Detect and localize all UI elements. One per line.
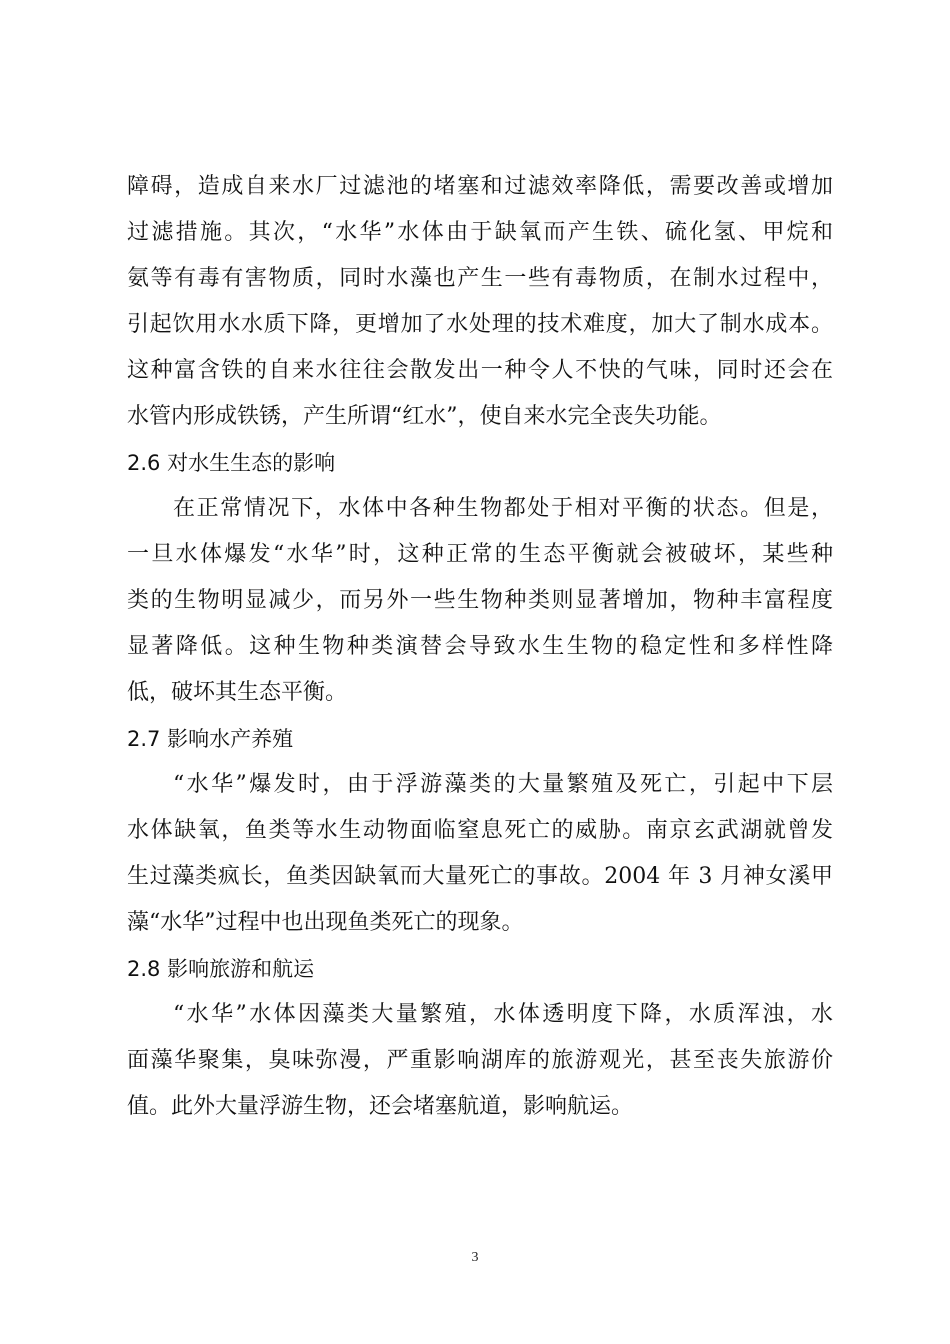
section-heading-2-8: 2.8 影响旅游和航运 [127, 957, 315, 981]
text-line: 障碍，造成自来水厂过滤池的堵塞和过滤效率降低，需要改善或增加 [127, 174, 833, 199]
text-line: 一旦水体爆发“水华”时，这种正常的生态平衡就会被破坏，某些种 [127, 542, 833, 567]
text-line: 面藻华聚集，臭味弥漫，严重影响湖库的旅游观光，甚至丧失旅游价 [127, 1048, 833, 1073]
text-line: 氨等有毒有害物质，同时水藻也产生一些有毒物质，在制水过程中， [127, 266, 833, 291]
section-heading-2-7: 2.7 影响水产养殖 [127, 727, 294, 751]
text-line: 这种富含铁的自来水往往会散发出一种令人不快的气味，同时还会在 [127, 358, 833, 383]
page-number: 3 [471, 1250, 479, 1265]
text-line: “水华”水体因藻类大量繁殖，水体透明度下降，水质浑浊，水 [173, 1002, 833, 1027]
text-line: 水体缺氧，鱼类等水生动物面临窒息死亡的威胁。南京玄武湖就曾发 [127, 818, 833, 843]
section-2-6-paragraph [127, 486, 833, 716]
section-heading-2-6: 2.6 对水生生态的影响 [127, 451, 336, 475]
text-line: 过滤措施。其次，“水华”水体由于缺氧而产生铁、硫化氢、甲烷和 [127, 220, 833, 245]
text-line: “水华”爆发时，由于浮游藻类的大量繁殖及死亡，引起中下层 [173, 772, 833, 797]
text-line: 藻“水华”过程中也出现鱼类死亡的现象。 [127, 910, 524, 935]
section-2-7-paragraph [127, 762, 833, 946]
section-2-8-paragraph [127, 992, 833, 1130]
text-line: 在正常情况下，水体中各种生物都处于相对平衡的状态。但是， [173, 496, 833, 521]
text-line: 水管内形成铁锈，产生所谓“红水”，使自来水完全丧失功能。 [127, 404, 722, 429]
text-line: 生过藻类疯长，鱼类因缺氧而大量死亡的事故。2004 年 3 月神女溪甲 [127, 864, 833, 889]
text-line: 类的生物明显减少，而另外一些生物种类则显著增加，物种丰富程度 [127, 588, 833, 613]
text-line: 低，破坏其生态平衡。 [127, 680, 348, 705]
page-body [127, 164, 833, 1130]
text-line: 值。此外大量浮游生物，还会堵塞航道，影响航运。 [127, 1094, 634, 1119]
text-line: 引起饮用水水质下降，更增加了水处理的技术难度，加大了制水成本。 [127, 312, 833, 337]
text-line: 显著降低。这种生物种类演替会导致水生生物的稳定性和多样性降 [127, 634, 833, 659]
paragraph-continued [127, 164, 833, 440]
